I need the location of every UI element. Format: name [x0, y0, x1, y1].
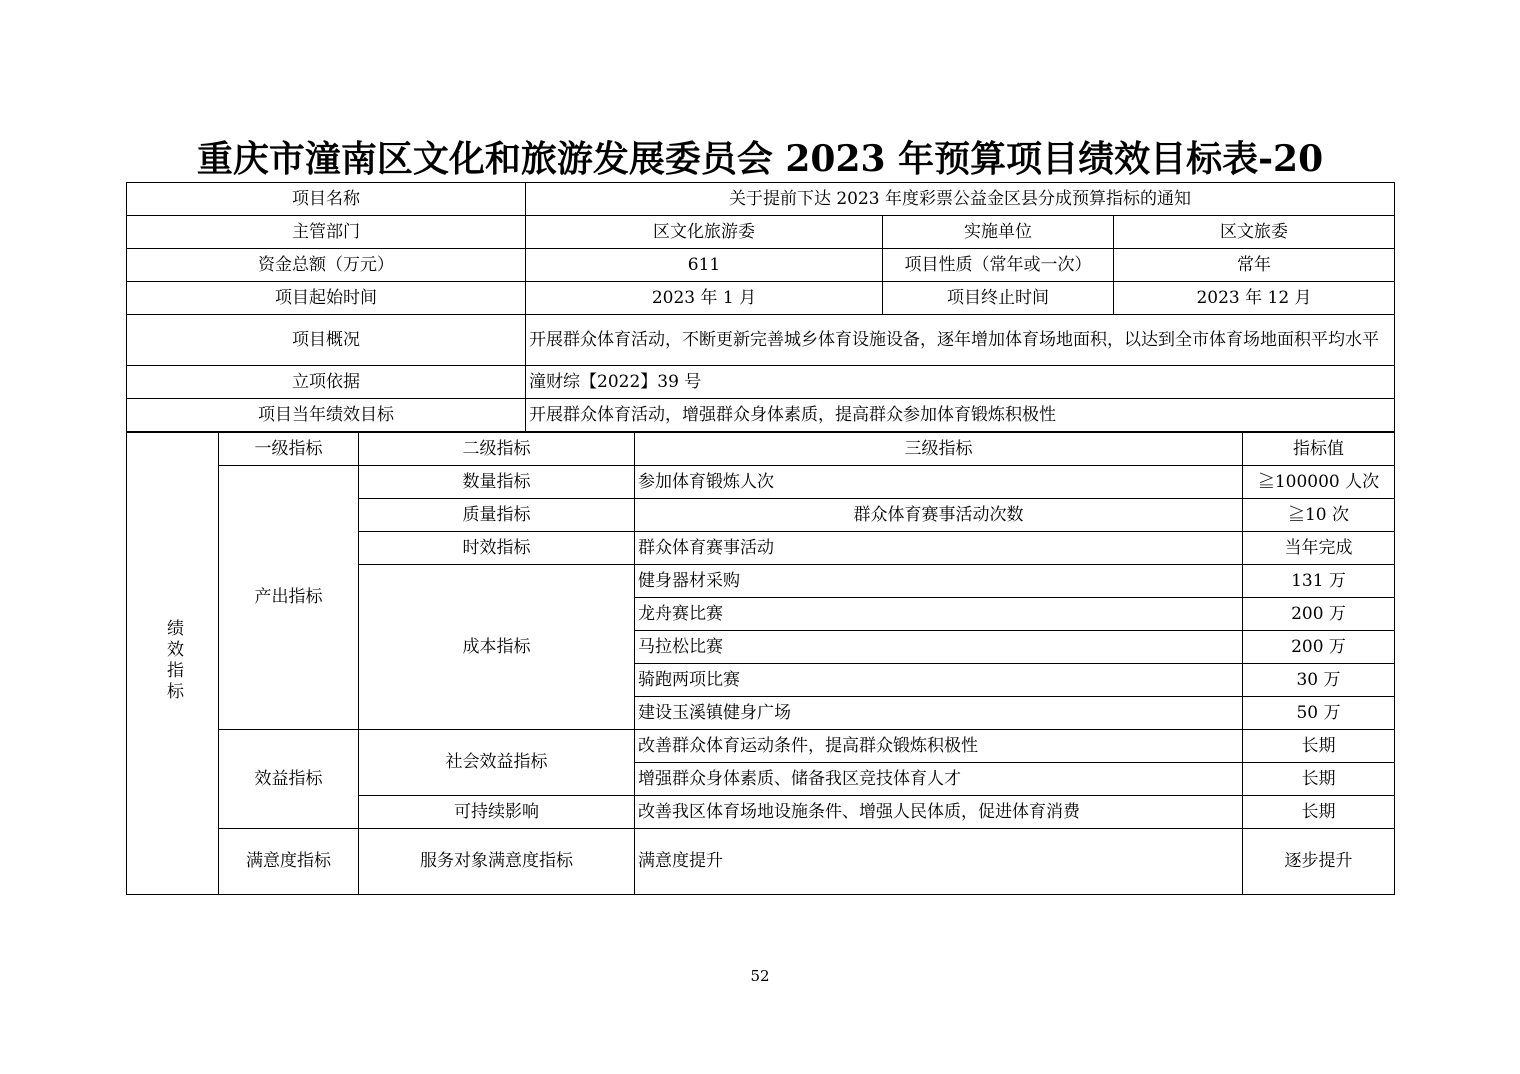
cost-value: 50 万	[1243, 697, 1395, 730]
satisfaction-level2: 服务对象满意度指标	[359, 829, 635, 895]
cost-item: 骑跑两项比赛	[635, 664, 1243, 697]
dept-value: 区文化旅游委	[526, 216, 883, 249]
page-title: 重庆市潼南区文化和旅游发展委员会 2023 年预算项目绩效目标表-20	[196, 138, 1324, 180]
quantity-item: 参加体育锻炼人次	[635, 466, 1243, 499]
cost-label: 成本指标	[359, 565, 635, 730]
quantity-value: ≧100000 人次	[1243, 466, 1395, 499]
row-overview	[127, 315, 1395, 366]
social-value: 长期	[1243, 763, 1395, 796]
perf-side-label-cell	[127, 433, 219, 895]
social-item: 增强群众身体素质、储备我区竞技体育人才	[635, 763, 1243, 796]
row-quantity	[127, 466, 1395, 499]
cost-item: 健身器材采购	[635, 565, 1243, 598]
basis-label: 立项依据	[127, 366, 526, 399]
nature-value: 常年	[1114, 249, 1395, 282]
end-label: 项目终止时间	[883, 282, 1114, 315]
impl-value: 区文旅委	[1114, 216, 1395, 249]
overview-label: 项目概况	[127, 315, 526, 366]
start-label: 项目起始时间	[127, 282, 526, 315]
row-fund	[127, 249, 1395, 282]
perf-header-row	[127, 433, 1395, 466]
timeliness-label: 时效指标	[359, 532, 635, 565]
basis-value: 潼财综【2022】39 号	[526, 366, 1395, 399]
impl-label: 实施单位	[883, 216, 1114, 249]
row-satisfaction	[127, 829, 1395, 895]
timeliness-item: 群众体育赛事活动	[635, 532, 1243, 565]
perf-side-label: 绩效指标	[163, 618, 183, 703]
sustain-value: 长期	[1243, 796, 1395, 829]
row-department	[127, 216, 1395, 249]
social-value: 长期	[1243, 730, 1395, 763]
social-item: 改善群众体育运动条件，提高群众锻炼积极性	[635, 730, 1243, 763]
quality-label: 质量指标	[359, 499, 635, 532]
row-project-name	[127, 183, 1395, 216]
satisfaction-label: 满意度指标	[219, 829, 359, 895]
output-label: 产出指标	[219, 466, 359, 730]
satisfaction-item: 满意度提升	[635, 829, 1243, 895]
quantity-label: 数量指标	[359, 466, 635, 499]
goal-label: 项目当年绩效目标	[127, 399, 526, 432]
start-value: 2023 年 1 月	[526, 282, 883, 315]
dept-label: 主管部门	[127, 216, 526, 249]
social-label: 社会效益指标	[359, 730, 635, 796]
header-level1: 一级指标	[219, 433, 359, 466]
fund-value: 611	[526, 249, 883, 282]
page-number: 52	[750, 967, 770, 985]
header-level2: 二级指标	[359, 433, 635, 466]
project-name-value: 关于提前下达 2023 年度彩票公益金区县分成预算指标的通知	[526, 183, 1395, 216]
cost-item: 建设玉溪镇健身广场	[635, 697, 1243, 730]
row-time	[127, 282, 1395, 315]
cost-value: 200 万	[1243, 598, 1395, 631]
performance-indicator-table	[126, 432, 1395, 895]
nature-label: 项目性质（常年或一次）	[883, 249, 1114, 282]
header-value: 指标值	[1243, 433, 1395, 466]
fund-label: 资金总额（万元）	[127, 249, 526, 282]
sustain-label: 可持续影响	[359, 796, 635, 829]
row-goal	[127, 399, 1395, 432]
row-basis	[127, 366, 1395, 399]
project-info-table	[126, 182, 1395, 432]
quality-value: ≧10 次	[1243, 499, 1395, 532]
benefit-label: 效益指标	[219, 730, 359, 829]
cost-item: 龙舟赛比赛	[635, 598, 1243, 631]
overview-value: 开展群众体育活动，不断更新完善城乡体育设施设备，逐年增加体育场地面积，以达到全市体育场地面积平均水平	[526, 315, 1395, 366]
cost-item: 马拉松比赛	[635, 631, 1243, 664]
cost-value: 131 万	[1243, 565, 1395, 598]
sustain-item: 改善我区体育场地设施条件、增强人民体质，促进体育消费	[635, 796, 1243, 829]
header-level3: 三级指标	[635, 433, 1243, 466]
project-name-label: 项目名称	[127, 183, 526, 216]
cost-value: 30 万	[1243, 664, 1395, 697]
row-social-1	[127, 730, 1395, 763]
goal-value: 开展群众体育活动，增强群众身体素质，提高群众参加体育锻炼积极性	[526, 399, 1395, 432]
quality-item: 群众体育赛事活动次数	[635, 499, 1243, 532]
satisfaction-value: 逐步提升	[1243, 829, 1395, 895]
cost-value: 200 万	[1243, 631, 1395, 664]
end-value: 2023 年 12 月	[1114, 282, 1395, 315]
timeliness-value: 当年完成	[1243, 532, 1395, 565]
